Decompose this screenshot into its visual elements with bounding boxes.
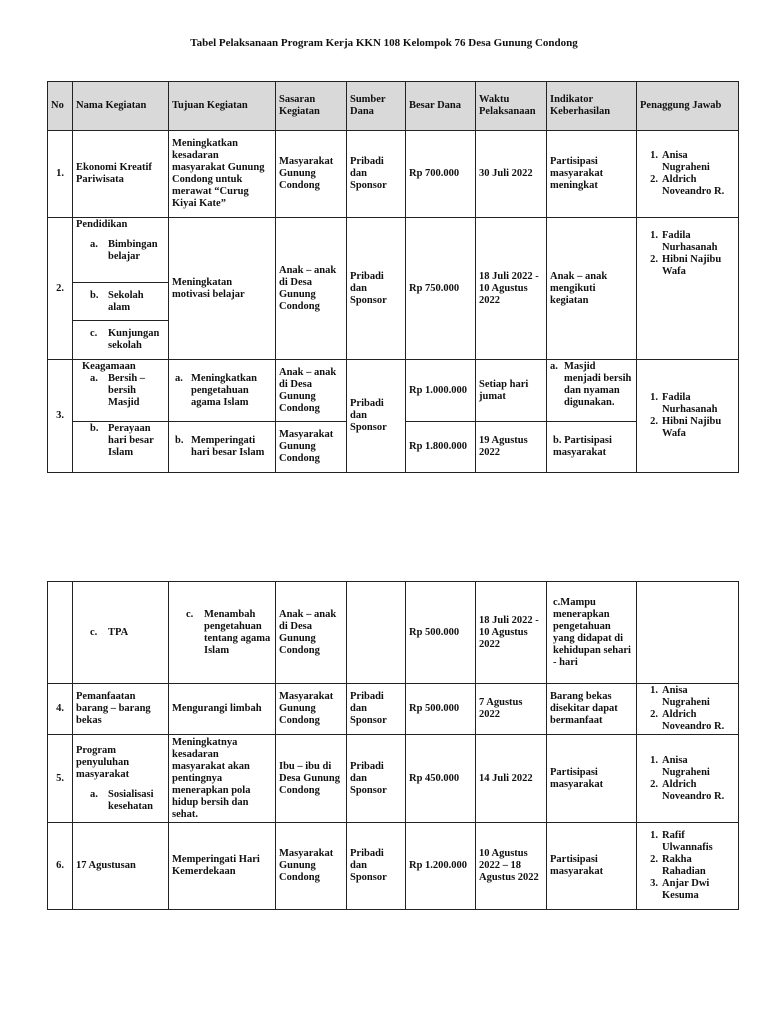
cell-besar-dana: Rp 1.800.000 (406, 422, 476, 473)
cell-sasaran-kegiatan: Masyarakat Gunung Condong (276, 131, 347, 218)
cell-nama-kegiatan (73, 735, 169, 823)
cell-tujuan-kegiatan: Meningkatkan kesadaran masyarakat Gunung Condong untuk merawat “Curug Kiyai Kate” (169, 131, 276, 218)
list-item: a. Bersih – bersih Masjid (90, 373, 146, 408)
cell-sasaran-kegiatan: Anak – anak di Desa Gunung Condong (276, 360, 347, 422)
cell-besar-dana: Rp 700.000 (406, 131, 476, 218)
row-number: 4. (48, 684, 73, 735)
list-item: 2. Rakha Rahadian (650, 854, 706, 877)
cell-indikator: Partisipasi masyarakat (547, 823, 637, 910)
list-item: a. Meningkatkan pengetahuan agama Islam (175, 372, 257, 408)
cell-tujuan-kegiatan (169, 360, 276, 422)
cell-besar-dana: Rp 1.000.000 (406, 360, 476, 422)
table-row (48, 131, 739, 218)
list-item: 1. Anisa Nugraheni (650, 754, 710, 778)
cell-tujuan-kegiatan: Memperingati Hari Kemerdekaan (169, 823, 276, 910)
header-sasaran-kegiatan: Sasaran Kegiatan (276, 82, 347, 131)
cell-nama-kegiatan (73, 360, 169, 422)
cell-penanggung-jawab (637, 360, 739, 473)
program-table-part-1 (47, 81, 739, 473)
list-item: 3. Anjar Dwi Kesuma (650, 878, 710, 901)
header-waktu-pelaksanaan: Waktu Pelaksanaan (476, 82, 547, 131)
cell-sumber-dana: Pribadi dan Sponsor (347, 360, 406, 473)
list-item: 1. Fadila Nurhasanah (650, 392, 718, 415)
list-item: a. Bimbingan belajar (90, 239, 158, 262)
cell-indikator: Partisipasi masyarakat (547, 735, 637, 823)
cell-waktu-pelaksanaan: 19 Agustus 2022 (476, 422, 547, 473)
cell-sumber-dana: Pribadi dan Sponsor (347, 823, 406, 910)
cell-tujuan-kegiatan (169, 422, 276, 473)
cell-waktu-pelaksanaan: Setiap hari jumat (476, 360, 547, 422)
cell-sasaran-kegiatan: Ibu – ibu di Desa Gunung Condong (276, 735, 347, 823)
sub-heading: Program penyuluhan masyarakat (76, 744, 130, 780)
table-row (48, 684, 739, 735)
cell-sasaran-kegiatan: Masyarakat Gunung Condong (276, 422, 347, 473)
list-item: b. Perayaan hari besar Islam (90, 423, 154, 458)
row-number (48, 582, 73, 684)
cell-waktu-pelaksanaan: 7 Agustus 2022 (476, 684, 547, 735)
cell-tujuan-kegiatan: Meningkatan motivasi belajar (169, 218, 276, 360)
list-item: a. Sosialisasi kesehatan (90, 788, 154, 812)
cell-sasaran-kegiatan: Anak – anak di Desa Gunung Condong (276, 218, 347, 360)
cell-waktu-pelaksanaan: 18 Juli 2022 - 10 Agustus 2022 (476, 218, 547, 360)
cell-penanggung-jawab (637, 218, 739, 360)
page-title: Tabel Pelaksanaan Program Kerja KKN 108 Kelompok 76 Desa Gunung Condong (190, 37, 578, 49)
table-row (48, 360, 739, 422)
list-item: 2. Aldrich Noveandro R. (650, 709, 725, 732)
header-nama-kegiatan: Nama Kegiatan (73, 82, 169, 131)
cell-waktu-pelaksanaan: 18 Juli 2022 - 10 Agustus 2022 (476, 582, 547, 684)
cell-waktu-pelaksanaan: 10 Agustus 2022 – 18 Agustus 2022 (476, 823, 547, 910)
cell-penanggung-jawab (637, 131, 739, 218)
cell-indikator: Barang bekas disekitar dapat bermanfaat (547, 684, 637, 735)
cell-sumber-dana: Pribadi dan Sponsor (347, 735, 406, 823)
cell-sumber-dana: Pribadi dan Sponsor (347, 684, 406, 735)
cell-waktu-pelaksanaan: 14 Juli 2022 (476, 735, 547, 823)
table-row (48, 582, 739, 684)
cell-penanggung-jawab (637, 582, 739, 684)
cell-tujuan-kegiatan: Meningkatnya kesadaran masyarakat akan pentingnya menerapkan pola hidup bersih dan sehat. (169, 735, 276, 823)
cell-penanggung-jawab (637, 823, 739, 910)
header-besar-dana: Besar Dana (406, 82, 476, 131)
cell-besar-dana: Rp 500.000 (406, 582, 476, 684)
cell-nama-kegiatan: Ekonomi Kreatif Pariwisata (73, 131, 169, 218)
sub-heading: Pendidikan (76, 219, 128, 230)
cell-besar-dana: Rp 750.000 (406, 218, 476, 360)
row-number: 5. (48, 735, 73, 823)
list-item: b. Memperingati hari besar Islam (175, 435, 265, 458)
cell-nama-kegiatan: 17 Agustusan (73, 823, 169, 910)
cell-nama-kegiatan: Pemanfaatan barang – barang bekas (73, 684, 169, 735)
cell-sasaran-kegiatan: Masyarakat Gunung Condong (276, 823, 347, 910)
cell-nama-kegiatan (73, 582, 169, 684)
table-header-row (48, 82, 739, 131)
list-item: b. Sekolah alam (90, 289, 144, 313)
row-number: 2. (48, 218, 73, 360)
cell-waktu-pelaksanaan: 30 Juli 2022 (476, 131, 547, 218)
cell-indikator (547, 360, 637, 422)
list-item: 2. Aldrich Noveandro R. (650, 778, 725, 802)
header-tujuan-kegiatan: Tujuan Kegiatan (169, 82, 276, 131)
list-item: c. TPA (90, 626, 129, 638)
cell-besar-dana: Rp 1.200.000 (406, 823, 476, 910)
cell-besar-dana: Rp 450.000 (406, 735, 476, 823)
list-item: 1. Anisa Nugraheni (650, 150, 710, 173)
list-item: c. Menambah pengetahuan tentang agama Islam (186, 608, 271, 656)
list-item: a. Masjid menjadi bersih dan nyaman digunakan. (550, 361, 632, 408)
table-row (48, 735, 739, 823)
cell-nama-kegiatan (73, 218, 169, 360)
cell-penanggung-jawab (637, 684, 739, 735)
cell-tujuan-kegiatan: Mengurangi limbah (169, 684, 276, 735)
header-indikator-keberhasilan: Indikator Keberhasilan (547, 82, 637, 131)
sub-heading: Keagamaan (82, 361, 136, 372)
cell-sumber-dana (347, 582, 406, 684)
list-item: 1. Fadila Nurhasanah (650, 230, 718, 253)
cell-sasaran-kegiatan: Anak – anak di Desa Gunung Condong (276, 582, 347, 684)
list-item: 1. Rafif Ulwannafis (650, 830, 713, 853)
cell-indikator: Partisipasi masyarakat meningkat (547, 131, 637, 218)
row-number: 1. (48, 131, 73, 218)
cell-tujuan-kegiatan (169, 582, 276, 684)
list-item: 1. Anisa Nugraheni (650, 685, 710, 708)
cell-besar-dana: Rp 500.000 (406, 684, 476, 735)
cell-penanggung-jawab (637, 735, 739, 823)
header-no: No (48, 82, 73, 131)
cell-indikator: c.Mampu menerapkan pengetahuan yang didapat di kehidupan sehari - hari (547, 582, 637, 684)
program-table-part-2 (47, 581, 739, 910)
cell-sasaran-kegiatan: Masyarakat Gunung Condong (276, 684, 347, 735)
list-item: 2. Aldrich Noveandro R. (650, 174, 725, 197)
list-item: c. Kunjungan sekolah (90, 328, 160, 351)
cell-nama-kegiatan (73, 422, 169, 473)
row-number: 6. (48, 823, 73, 910)
table-row (48, 823, 739, 910)
table-row (48, 218, 739, 360)
header-sumber-dana: Sumber Dana (347, 82, 406, 131)
cell-indikator: Anak – anak mengikuti kegiatan (547, 218, 637, 360)
cell-sumber-dana: Pribadi dan Sponsor (347, 131, 406, 218)
cell-indikator: b. Partisipasi masyarakat (547, 422, 637, 473)
header-penanggung-jawab: Penaggung Jawab (637, 82, 739, 131)
list-item: 2. Hibni Najibu Wafa (650, 416, 722, 439)
cell-sumber-dana: Pribadi dan Sponsor (347, 218, 406, 360)
row-number: 3. (48, 360, 73, 473)
list-item: 2. Hibni Najibu Wafa (650, 254, 722, 277)
